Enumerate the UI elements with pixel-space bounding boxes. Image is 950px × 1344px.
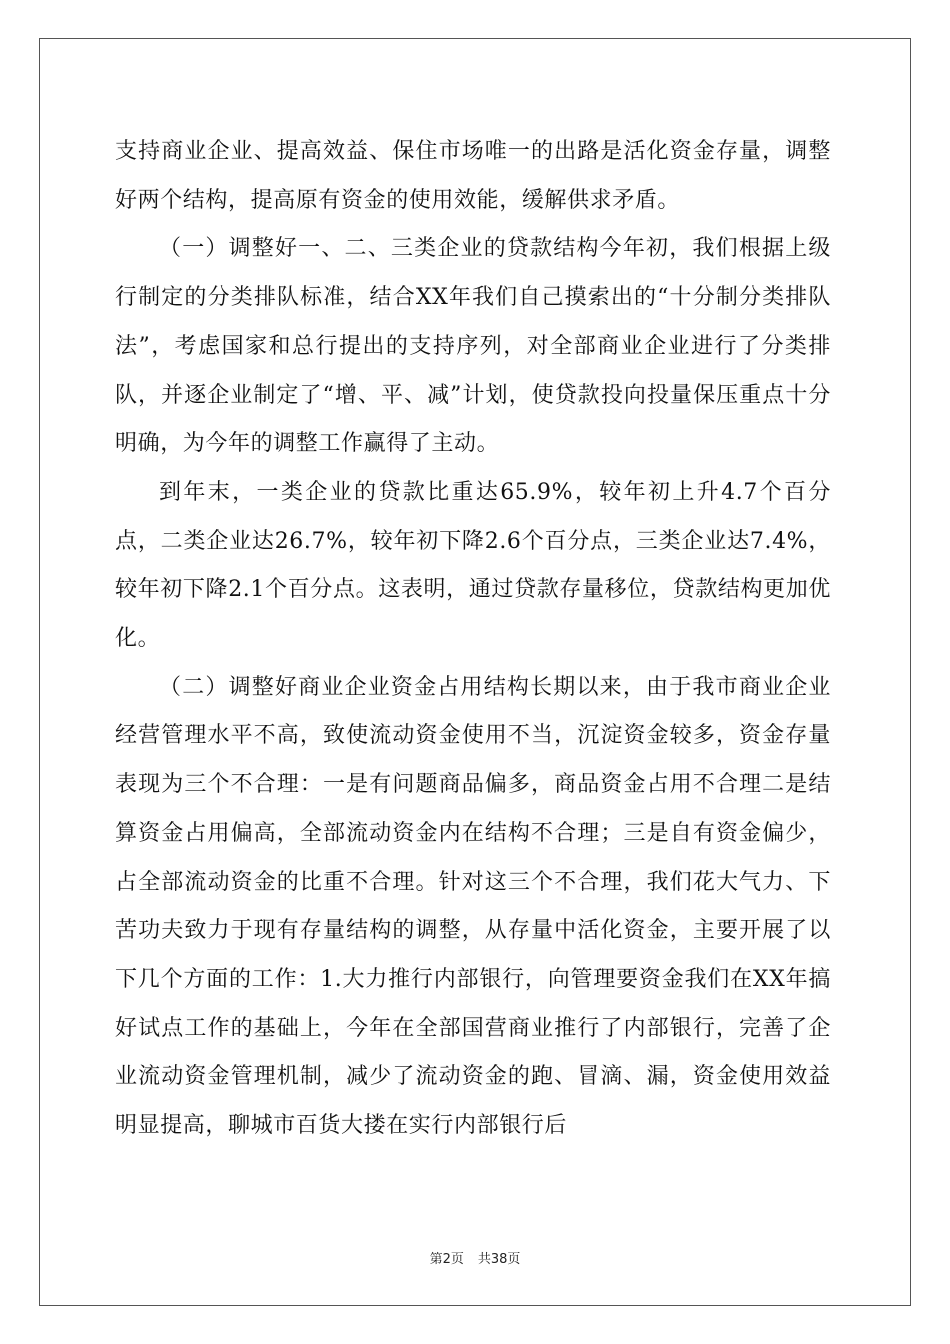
- paragraph-loan-structure: （一）调整好一、二、三类企业的贷款结构今年初，我们根据上级行制定的分类排队标准，结合XX年我们自己摸索出的“十分制分类排队法”，考虑国家和总行提出的支持序列，对全部商业企业进行了分类排队，并逐企业制定了“增、平、减”计划，使贷款投向投量保压重点十分明确，为今年的调整工作赢得了主动。: [115, 236, 831, 457]
- paragraph-continuation: 支持商业企业、提高效益、保住市场唯一的出路是活化资金存量，调整好两个结构，提高原有资金的使用效能，缓解供求矛盾。: [115, 139, 831, 213]
- paragraph-year-end-results: 到年末，一类企业的贷款比重达65.9%，较年初上升4.7个百分点，二类企业达26.7%，较年初下降2.6个百分点，三类企业达7.4%，较年初下降2.1个百分点。这表明，通过贷款存量移位，贷款结构更加优化。: [115, 479, 831, 652]
- current-page-label: 第2页: [429, 1252, 464, 1267]
- page-footer: [0, 1248, 950, 1267]
- paragraph-fund-structure: （二）调整好商业企业资金占用结构长期以来，由于我市商业企业经营管理水平不高，致使流动资金使用不当，沉淀资金较多，资金存量表现为三个不合理：一是有问题商品偏多，商品资金占用不合理二是结算资金占用偏高，全部流动资金内在结构不合理；三是自有资金偏少，占全部流动资金的比重不合理。针对这三个不合理，我们花大气力、下苦功夫致力于现有存量结构的调整，从存量中活化资金，主要开展了以下几个方面的工作：1.大力推行内部银行，向管理要资金我们在XX年搞好试点工作的基础上，今年在全部国营商业推行了内部银行，完善了企业流动资金管理机制，减少了流动资金的跑、冒滴、漏，资金使用效益明显提高，聊城市百货大搂在实行内部银行后: [115, 674, 831, 1139]
- document-body: [115, 128, 831, 1151]
- total-pages-label: 共38页: [477, 1252, 521, 1267]
